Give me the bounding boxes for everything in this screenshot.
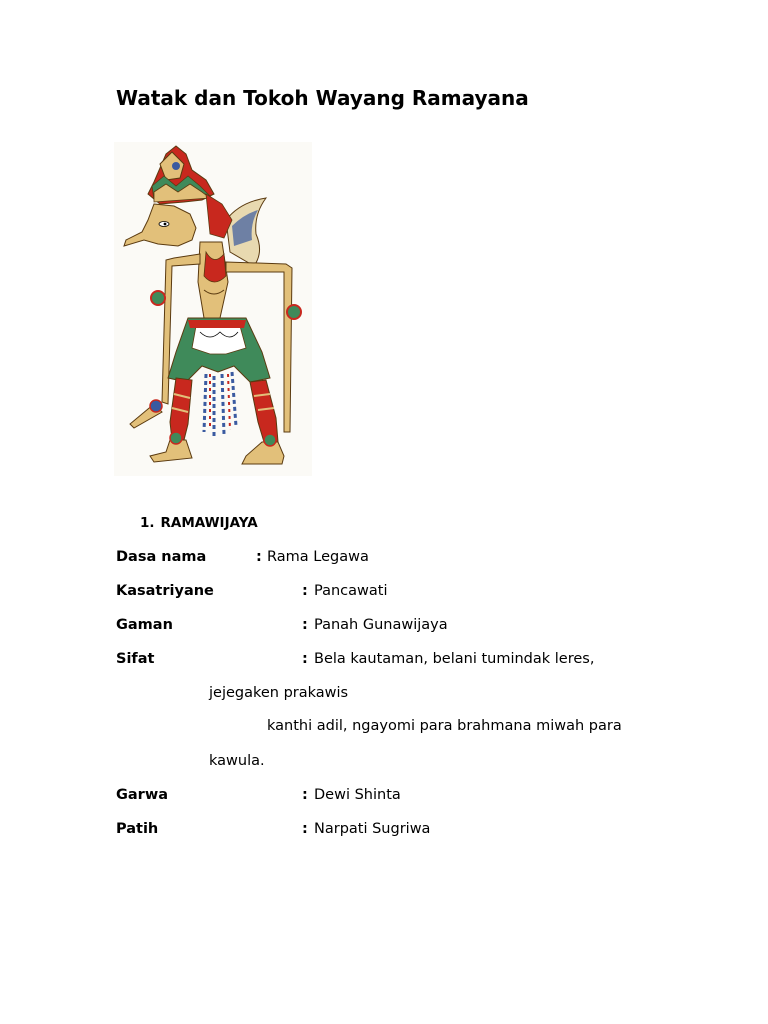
sifat-continuation-line: jejegaken prakawis xyxy=(209,685,349,701)
section-heading-ramawijaya xyxy=(140,513,258,533)
face xyxy=(124,204,196,246)
legs xyxy=(150,372,284,464)
field-colon: : xyxy=(302,821,308,837)
field-colon: : xyxy=(302,617,308,633)
field-label: Sifat xyxy=(116,651,155,667)
field-label: Patih xyxy=(116,821,159,837)
field-value: Rama Legawa xyxy=(267,549,369,565)
section-number: 1. xyxy=(140,515,155,531)
field-label: Garwa xyxy=(116,787,169,803)
field-colon: : xyxy=(302,787,308,803)
skirt xyxy=(168,318,270,382)
field-value: Dewi Shinta xyxy=(314,787,401,803)
field-colon: : xyxy=(302,583,308,599)
field-label: Gaman xyxy=(116,617,173,633)
field-value: Narpati Sugriwa xyxy=(314,821,431,837)
field-value: Pancawati xyxy=(314,583,388,599)
field-label: Dasa nama xyxy=(116,549,207,565)
section-name: RAMAWIJAYA xyxy=(160,515,258,531)
torso xyxy=(198,242,228,318)
field-value: Bela kautaman, belani tumindak leres, xyxy=(314,651,595,667)
sifat-continuation-line: kawula. xyxy=(209,753,265,769)
field-colon: : xyxy=(302,651,308,667)
field-value: Panah Gunawijaya xyxy=(314,617,448,633)
page-title: Watak dan Tokoh Wayang Ramayana xyxy=(116,86,529,110)
field-colon: : xyxy=(256,549,262,565)
sifat-continuation-line: kanthi adil, ngayomi para brahmana miwah para xyxy=(267,718,622,734)
wayang-puppet-illustration xyxy=(114,142,312,476)
wayang-ramawijaya-image xyxy=(114,142,312,476)
field-label: Kasatriyane xyxy=(116,583,214,599)
